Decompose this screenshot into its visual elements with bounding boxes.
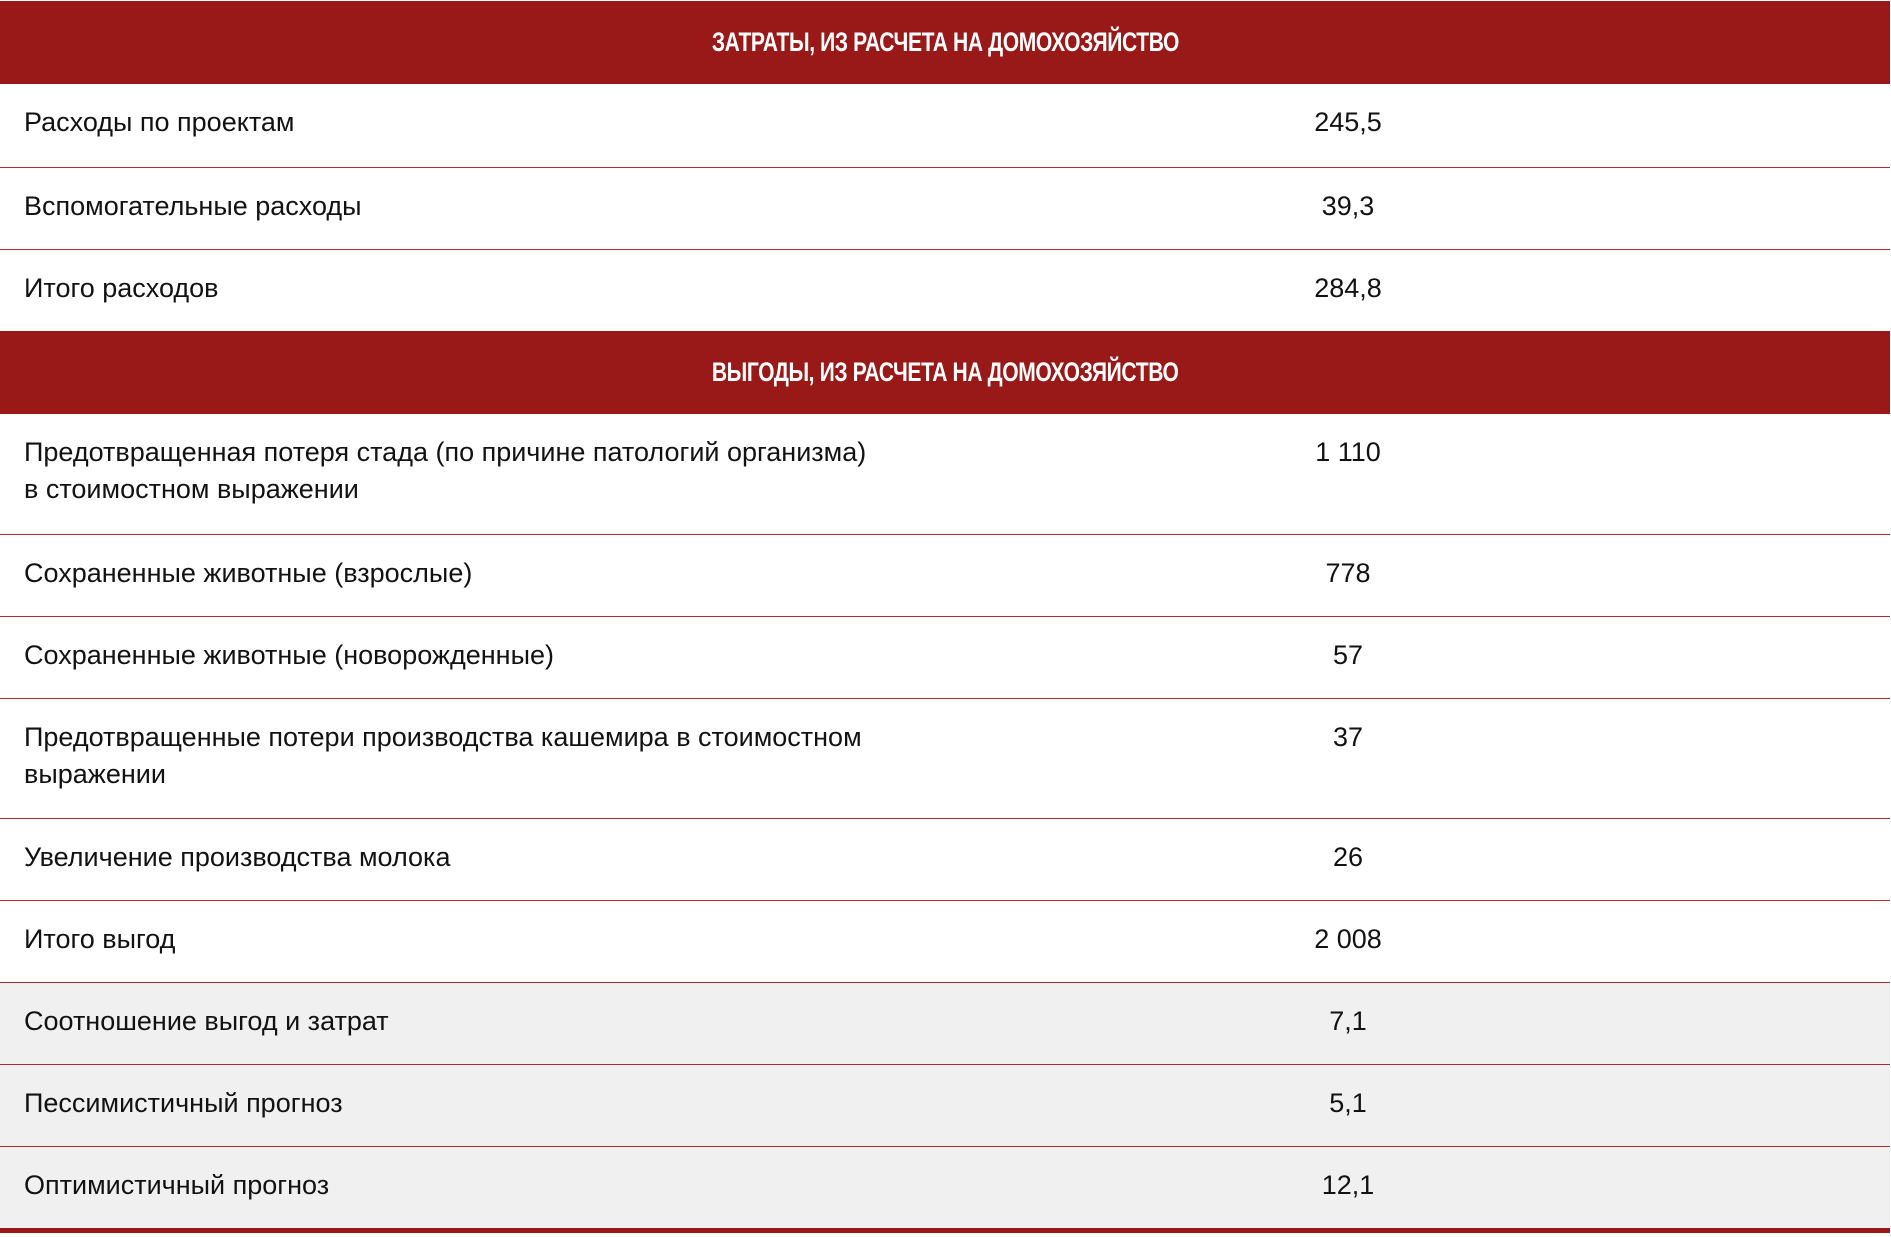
table-row-auxiliary-costs [0, 167, 1890, 249]
row-value: 7,1 [1329, 1006, 1367, 1036]
row-label: Итого выгод [24, 924, 176, 954]
table-row-total-costs [0, 249, 1890, 331]
row-label: Пессимистичный прогноз [24, 1088, 343, 1118]
row-label [24, 434, 984, 508]
row-label [24, 719, 984, 793]
row-label: Сохраненные животные (взрослые) [24, 558, 473, 588]
table-row-milk-increase [0, 818, 1890, 900]
table-row-optimistic-forecast [0, 1146, 1890, 1228]
row-label-line1: Предотвращенные потери производства кашемира в стоимостном [24, 722, 862, 752]
table-row-pessimistic-forecast [0, 1064, 1890, 1146]
table-row-prevented-herd-loss [0, 414, 1890, 534]
row-label: Сохраненные животные (новорожденные) [24, 640, 554, 670]
row-value: 778 [1325, 558, 1371, 588]
row-value: 284,8 [1314, 273, 1382, 303]
row-value: 2 008 [1314, 924, 1382, 954]
table-row-project-costs [0, 84, 1890, 167]
table-bottom-rule [0, 1228, 1890, 1233]
table-row-cashmere-losses [0, 698, 1890, 818]
benefits-header-text: ВЫГОДЫ, ИЗ РАСЧЕТА НА ДОМОХОЗЯЙСТВО [711, 357, 1179, 387]
row-label: Вспомогательные расходы [24, 191, 362, 221]
row-value: 245,5 [1314, 107, 1382, 137]
row-value: 57 [1332, 640, 1364, 670]
row-label: Оптимистичный прогноз [24, 1170, 330, 1200]
table-row-saved-newborns [0, 616, 1890, 698]
row-label: Итого расходов [24, 273, 219, 303]
row-value: 37 [1332, 722, 1364, 752]
row-label: Соотношение выгод и затрат [24, 1006, 389, 1036]
row-label-line2: в стоимостном выражении [24, 474, 359, 504]
row-value: 5,1 [1329, 1088, 1367, 1118]
row-value: 12,1 [1321, 1170, 1375, 1200]
row-value: 1 110 [1315, 437, 1381, 467]
benefits-section-header [0, 331, 1890, 414]
row-label-line1: Предотвращенная потеря стада (по причине патологий организма) [24, 437, 867, 467]
table-row-total-benefits [0, 900, 1890, 982]
row-label: Расходы по проектам [24, 107, 295, 137]
cost-benefit-table [0, 1, 1890, 1233]
row-label: Увеличение производства молока [24, 842, 451, 872]
row-value: 39,3 [1321, 191, 1375, 221]
costs-section-header [0, 1, 1890, 84]
row-value: 26 [1332, 842, 1364, 872]
costs-header-text: ЗАТРАТЫ, ИЗ РАСЧЕТА НА ДОМОХОЗЯЙСТВО [711, 27, 1179, 57]
table-row-benefit-cost-ratio [0, 982, 1890, 1064]
row-label-line2: выражении [24, 759, 166, 789]
table-row-saved-adults [0, 534, 1890, 616]
